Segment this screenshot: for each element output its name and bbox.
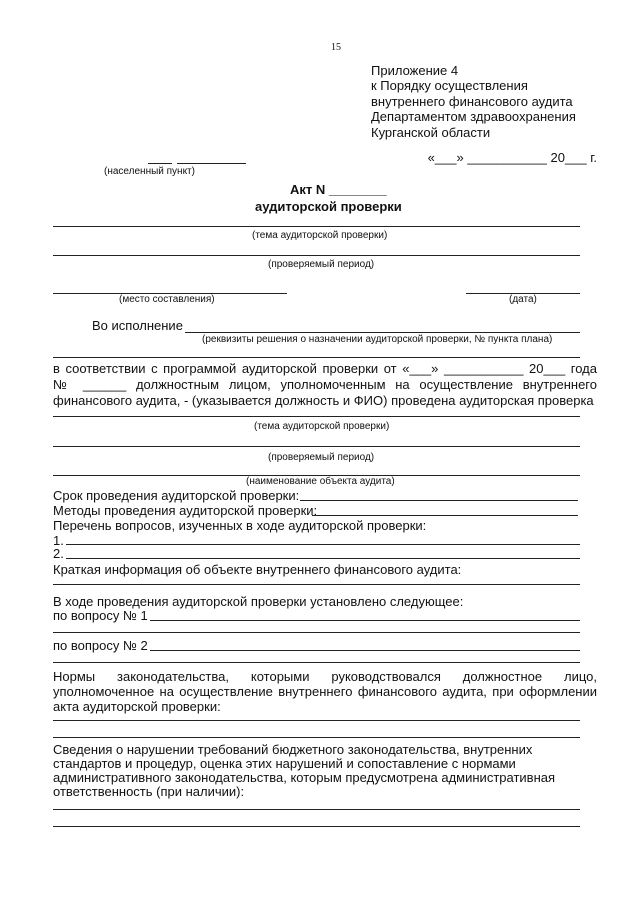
act-number-title: Акт N ________ — [290, 182, 387, 197]
program-line: в соответствии с программой аудиторской проверки от «___» ___________ 20___ года — [53, 361, 597, 376]
on-question-2-line — [150, 650, 580, 651]
appendix-line-1: Приложение 4 — [371, 63, 459, 78]
question-1-number: 1. — [53, 533, 64, 548]
norms-text-line-1: Нормы законодательства, которыми руководствовался должностное лицо, — [53, 669, 597, 684]
decision-details-caption: (реквизиты решения о назначении аудиторской проверки, № пункта плана) — [202, 334, 553, 345]
act-type-title: аудиторской проверки — [255, 199, 402, 214]
violations-line-2 — [53, 826, 580, 827]
question-2-line — [66, 558, 580, 559]
date-caption: (дата) — [509, 294, 537, 305]
date-field: «___» ___________ 20___ г. — [427, 150, 597, 165]
object-info-label: Краткая информация об объекте внутреннего финансового аудита: — [53, 562, 462, 577]
decision-details-line-2 — [53, 357, 580, 358]
norms-line-1 — [53, 720, 580, 721]
violations-text-line-2: стандартов и процедур, оценка этих нарушений и сопоставление с нормами — [53, 756, 516, 771]
norms-line-2 — [53, 737, 580, 738]
violations-text-line-3: административного законодательства, которым предусмотрена административная — [53, 770, 556, 785]
official-line: № ______ должностным лицом, уполномоченным на осуществление внутреннего — [53, 377, 597, 392]
duration-line — [300, 500, 578, 501]
audit-topic-caption: (тема аудиторской проверки) — [252, 230, 388, 241]
question-2-number: 2. — [53, 546, 64, 561]
norms-text-line-2: уполномоченное на осуществление внутреннего финансового аудита, при оформлении — [53, 684, 597, 699]
audit-topic-line — [53, 226, 580, 227]
audited-period-caption: (проверяемый период) — [268, 259, 375, 270]
methods-label: Методы проведения аудиторской проверки: — [53, 503, 318, 518]
audit-topic-line-2 — [53, 416, 580, 417]
compilation-place-caption: (место составления) — [119, 294, 215, 305]
on-question-1-label: по вопросу № 1 — [53, 608, 148, 623]
decision-details-line — [185, 332, 580, 333]
appendix-line-2: к Порядку осуществления — [371, 78, 528, 93]
on-question-1-line — [150, 620, 580, 621]
pursuant-to-text: Во исполнение — [92, 318, 183, 333]
appendix-line-3: внутреннего финансового аудита — [371, 94, 573, 109]
settlement-caption: (населенный пункт) — [104, 166, 195, 177]
audited-period-line-2 — [53, 446, 580, 447]
conducted-line: финансового аудита, - (указывается должность и ФИО) проведена аудиторская проверка — [53, 393, 594, 408]
methods-line — [312, 515, 578, 516]
duration-label: Срок проведения аудиторской проверки: — [53, 488, 300, 503]
violations-line-1 — [53, 809, 580, 810]
audit-object-caption: (наименование объекта аудита) — [246, 476, 395, 487]
questions-list-label: Перечень вопросов, изученных в ходе аудиторской проверки: — [53, 518, 427, 533]
on-question-2-label: по вопросу № 2 — [53, 638, 148, 653]
on-question-1-line-2 — [53, 632, 580, 633]
page-number: 15 — [331, 42, 341, 53]
settlement-line — [148, 163, 172, 164]
audited-period-caption-2: (проверяемый период) — [268, 452, 375, 463]
findings-label: В ходе проведения аудиторской проверки установлено следующее: — [53, 594, 464, 609]
on-question-2-line-2 — [53, 662, 580, 663]
appendix-line-4: Департаментом здравоохранения — [371, 109, 576, 124]
question-1-line — [66, 544, 580, 545]
object-info-line — [53, 584, 580, 585]
audited-period-line — [53, 255, 580, 256]
violations-text-line-1: Сведения о нарушении требований бюджетного законодательства, внутренних — [53, 742, 533, 757]
violations-text-line-4: ответственность (при наличии): — [53, 784, 245, 799]
appendix-line-5: Курганской области — [371, 125, 491, 140]
audit-topic-caption-2: (тема аудиторской проверки) — [254, 421, 390, 432]
settlement-line — [177, 163, 246, 164]
norms-text-line-3: акта аудиторской проверки: — [53, 699, 221, 714]
